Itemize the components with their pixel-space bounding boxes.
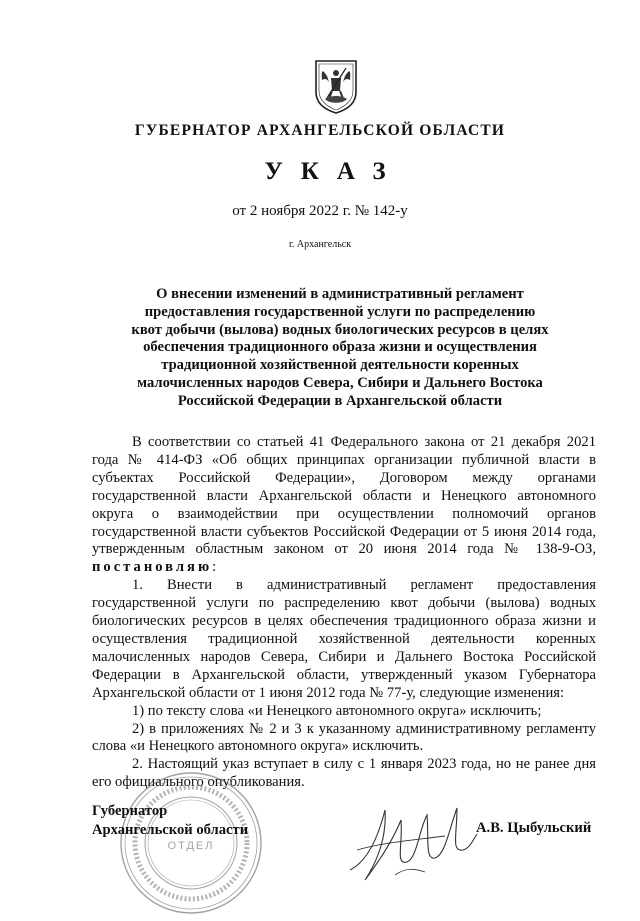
city-label: г. Архангельск <box>288 239 352 250</box>
title-line: традиционной хозяйственной деятельности коренных <box>161 357 519 374</box>
title-line: квот добычи (вылова) водных биологических ресурсов в целях <box>131 321 549 338</box>
official-seal-stamp <box>118 770 264 916</box>
item-1-paragraph: 1. Внести в административный регламент предоставления государственной услуги по распределению квот добычи (вылова) водных биологических ресурсов в целях обеспечения традиционного образа жизни и осуществления традиционной хозяйственной деятельности коренных малочисленных народов Севера, Сибири и Дальнего Востока Российской Федерации в Архангельской области, утвержденный указом Губернатора Архангельской области от 1 июня 2012 года № 77-у, следующие изменения: <box>92 577 596 701</box>
signatory-position-line: Архангельской области <box>92 822 249 838</box>
document-date-number: от 2 ноября 2022 г. № 142-у <box>232 203 408 219</box>
item-1-2-paragraph: 2) в приложениях № 2 и 3 к указанному административному регламенту слова «и Ненецкого автономного округа» исключить. <box>92 720 596 755</box>
title-line: Российской Федерации в Архангельской области <box>177 392 503 409</box>
preamble-text: В соответствии со статьей 41 Федерального закона от 21 декабря 2021 года № 414-ФЗ «Об общих принципах организации публичной власти в субъектах Российской Федерации», Договором между органами государственной власти Архангельской области и Ненецкого автономного округа о взаимодействии при осуществлении полномочий органов государственной власти субъектов Российской Федерации от 5 июня 2014 года, утвержденным областным законом от 20 июня 2014 года № 138-9-ОЗ, <box>92 434 596 558</box>
document-type: УКАЗ <box>264 158 404 185</box>
signatory-position <box>92 802 248 840</box>
coat-of-arms-icon <box>313 58 359 114</box>
handwritten-signature <box>345 790 480 890</box>
document-title <box>90 286 590 411</box>
stamp-center-text: ОТДЕЛ <box>167 840 215 852</box>
signatory-position-line: Губернатор <box>92 803 168 819</box>
title-line: О внесении изменений в административный регламент <box>156 286 524 302</box>
document-body <box>92 434 596 792</box>
title-line: предоставления государственной услуги по распределению <box>144 303 536 320</box>
preamble-paragraph <box>92 434 596 577</box>
decree-colon: : <box>212 559 217 576</box>
decree-word: постановляю <box>92 559 213 576</box>
title-line: малочисленных народов Севера, Сибири и Дальнего Востока <box>137 374 543 391</box>
organization-title: ГУБЕРНАТОР АРХАНГЕЛЬСКОЙ ОБЛАСТИ <box>134 122 506 139</box>
signatory-name: А.В. Цыбульский <box>476 820 592 836</box>
item-1-1-paragraph: 1) по тексту слова «и Ненецкого автономного округа» исключить; <box>132 702 542 719</box>
item-2-paragraph: 2. Настоящий указ вступает в силу с 1 января 2023 года, но не ранее дня его официального опубликования. <box>92 756 596 791</box>
title-line: обеспечения традиционного образа жизни и осуществления <box>143 339 537 356</box>
